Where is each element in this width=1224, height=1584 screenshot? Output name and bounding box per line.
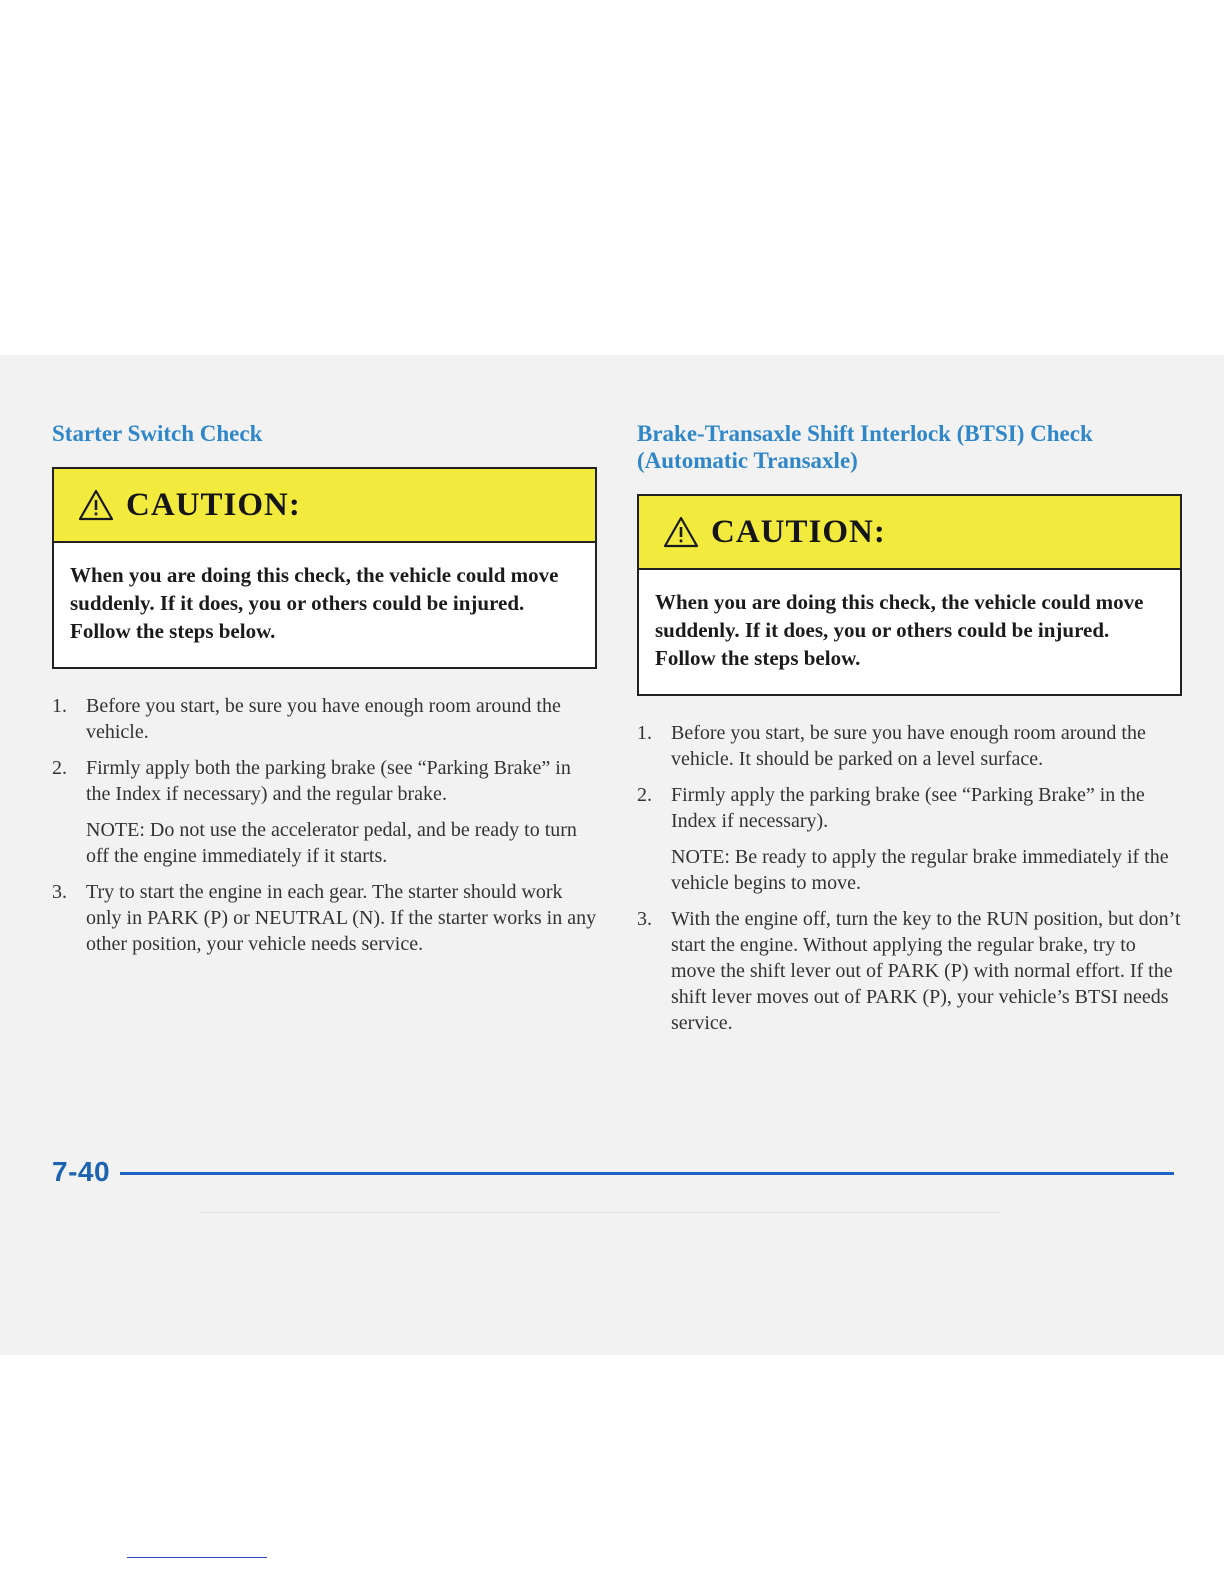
step-number: 3. — [52, 881, 67, 903]
caution-box-right — [637, 494, 1182, 696]
left-column — [52, 420, 597, 967]
caution-label: CAUTION: — [126, 486, 301, 523]
page-number: 7-40 — [52, 1156, 111, 1187]
step-text: Firmly apply the parking brake (see “Parking Brake” in the Index if necessary). — [671, 784, 1145, 832]
divider — [200, 1212, 1000, 1213]
step-text: Try to start the engine in each gear. The starter should work only in PARK (P) or NEUTRAL (N). If the starter works in any other position, your vehicle needs service. — [86, 881, 597, 955]
footer-rule — [120, 1172, 1174, 1175]
list-item — [637, 720, 1182, 772]
section-title-btsi-check: Brake-Transaxle Shift Interlock (BTSI) Check (Automatic Transaxle) — [637, 421, 1093, 473]
caution-label: CAUTION: — [711, 513, 886, 550]
list-item — [52, 879, 597, 957]
step-text: Firmly apply both the parking brake (see “Parking Brake” in the Index if necessary) and the regular brake. — [86, 757, 571, 805]
list-item — [52, 693, 597, 745]
warning-triangle-icon — [663, 516, 699, 548]
caution-header — [54, 469, 595, 543]
step-number: 3. — [637, 908, 652, 930]
step-text: With the engine off, turn the key to the RUN position, but don’t start the engine. Without applying the regular brake, try to move the shift lever out of PARK (P) with normal effort. If the shift lever moves out of PARK (P), your vehicle’s BTSI needs service. — [671, 908, 1181, 1034]
list-item — [637, 906, 1182, 1036]
divider — [127, 1557, 267, 1558]
note-text: NOTE: Do not use the accelerator pedal, and be ready to turn off the engine immediately if it starts. — [86, 819, 577, 867]
step-text: Before you start, be sure you have enough room around the vehicle. It should be parked on a level surface. — [671, 722, 1146, 770]
step-number: 1. — [637, 722, 652, 744]
caution-text: When you are doing this check, the vehicle could move suddenly. If it does, you or others could be injured. Follow the steps below. — [70, 563, 559, 643]
step-number: 1. — [52, 695, 67, 717]
step-number: 2. — [52, 757, 67, 779]
steps-list — [52, 693, 597, 957]
list-item — [637, 782, 1182, 834]
warning-triangle-icon — [78, 489, 114, 521]
note-text: NOTE: Be ready to apply the regular brake immediately if the vehicle begins to move. — [671, 846, 1169, 894]
caution-header — [639, 496, 1180, 570]
page-footer — [52, 1152, 1174, 1192]
steps-list — [637, 720, 1182, 1036]
right-column — [637, 420, 1182, 1046]
step-text: Before you start, be sure you have enough room around the vehicle. — [86, 695, 561, 743]
caution-text: When you are doing this check, the vehicle could move suddenly. If it does, you or others could be injured. Follow the steps below. — [655, 590, 1144, 670]
caution-box-left — [52, 467, 597, 669]
section-title-starter-switch: Starter Switch Check — [52, 421, 263, 446]
list-item — [52, 755, 597, 807]
step-number: 2. — [637, 784, 652, 806]
